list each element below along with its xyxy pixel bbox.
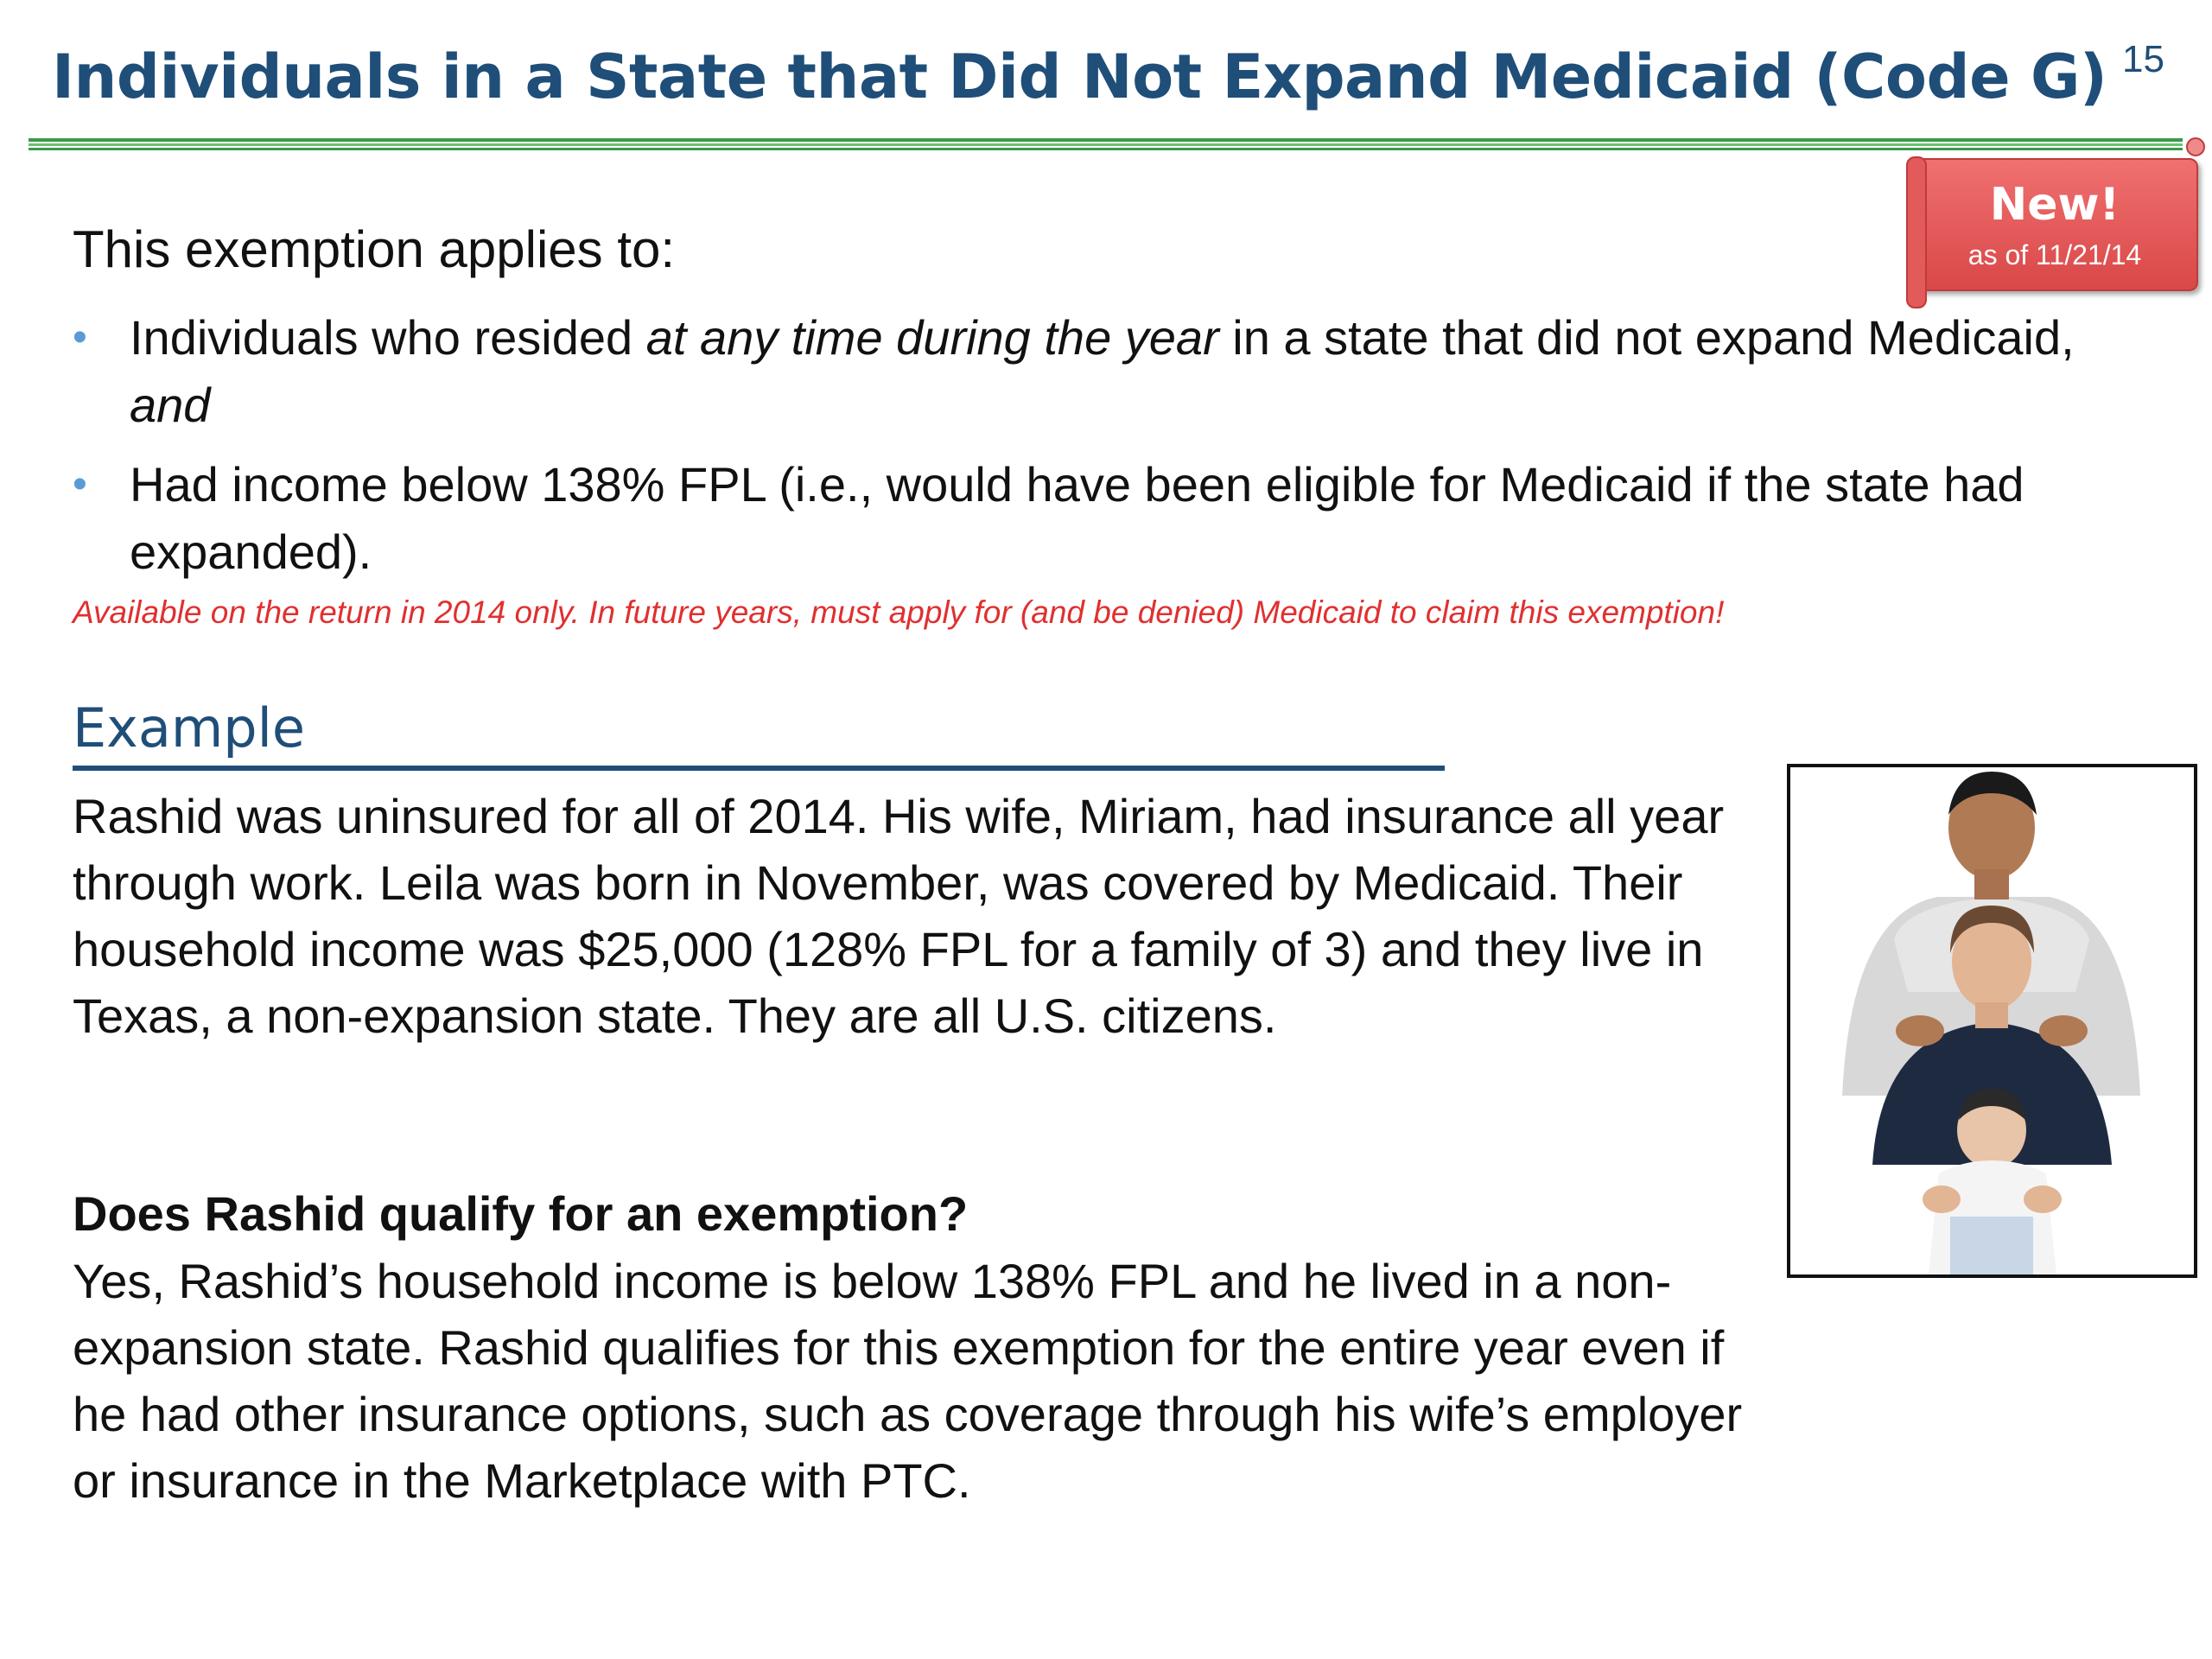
slide-title: Individuals in a State that Did Not Expand Medicaid (Code G)	[52, 41, 2107, 112]
example-answer: Yes, Rashid’s household income is below 138% FPL and he lived in a non-expansion state. Rashid qualifies for this exemption for the entire year even if he had other insurance options, such as coverage through his wife’s employer or insurance in the Marketplace with PTC.	[73, 1254, 1743, 1508]
example-scenario: Rashid was uninsured for all of 2014. His wife, Miriam, had insurance all year through work. Leila was born in November, was covered by Medicaid. Their household income was $25,000 (128% FPL for a family of 3) and they live in Texas, a non-expansion state. They are all U.S. citizens.	[73, 789, 1725, 1043]
badge-pin-icon	[2186, 137, 2205, 156]
list-item: • Had income below 138% FPL (i.e., would have been eligible for Medicaid if the state had expanded).	[73, 451, 2112, 586]
intro-text: This exemption applies to:	[73, 220, 676, 278]
exemption-criteria-list	[73, 304, 2112, 598]
page-number: 15	[2122, 38, 2164, 80]
availability-note: Available on the return in 2014 only. In future years, must apply for (and be denied) Medicaid to claim this exemption!	[73, 594, 1725, 630]
new-badge	[1911, 158, 2198, 291]
title-divider	[29, 138, 2183, 150]
badge-date: as of 11/21/14	[1967, 239, 2142, 270]
example-question: Does Rashid qualify for an exemption?	[73, 1186, 969, 1241]
bullet-icon: •	[73, 315, 87, 360]
bullet-icon: •	[73, 461, 87, 507]
example-divider	[73, 766, 1445, 771]
example-heading: Example	[73, 696, 305, 760]
family-photo-icon	[1790, 767, 2194, 1274]
badge-label: New!	[1989, 179, 2120, 231]
family-photo	[1787, 764, 2197, 1278]
list-item: • Individuals who resided at any time during the year in a state that did not expand Medicaid, and	[73, 304, 2112, 439]
